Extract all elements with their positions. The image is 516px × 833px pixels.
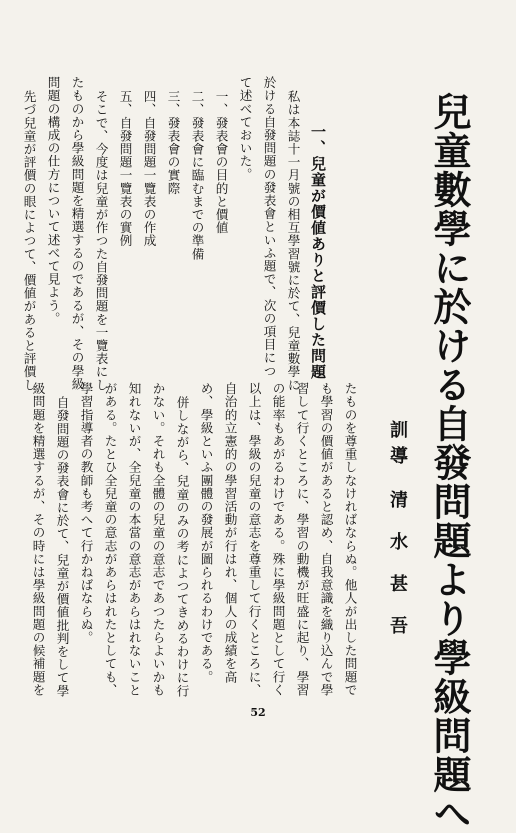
intro-line: 於ける自發問題の發表會といふ題で、次の項目につ <box>261 76 277 378</box>
body-line: も學習の價値があると認め、自我意識を織り込んで學 <box>318 382 334 697</box>
intro-line: て述べておいた。 <box>237 76 253 181</box>
page-number: 52 <box>250 706 266 719</box>
body-line: たものから學級問題を精選するのであるが、その學級 <box>69 76 85 391</box>
outline-item: 四、自發問題一覽表の作成 <box>141 90 157 248</box>
outline-item: 五、自發問題一覽表の實例 <box>117 90 133 248</box>
body-line: そこで、今度は兒童が作つた自發問題を一覽表にし <box>93 90 109 392</box>
body-line: かない。それも全體の兒童の意志であつたらよいかも <box>150 382 166 697</box>
body-line: 自治的立憲的の學習活動が行はれ、個人の成績を高 <box>222 382 238 684</box>
body-line: 學習指導者の教師も考へて行かねばならぬ。 <box>78 382 94 644</box>
body-line: 自發問題の發表會に於て、兒童が價値批判をして學 <box>54 396 70 698</box>
body-line: たものを尊重しなければならぬ。他人が出した問題で <box>342 382 358 697</box>
author-role: 訓導 <box>387 420 408 472</box>
body-line: 習して行くところに、學習の動機が旺盛に起り、學習 <box>294 382 310 697</box>
intro-line: 私は本誌十一月號の相互學習號に於て、兒童數學に <box>285 90 301 392</box>
body-line: の能率もあがるわけである。殊に學級問題として行く <box>270 382 286 697</box>
author-name: 清水甚吾 <box>387 490 408 658</box>
body-line: め、學級といふ團體の發展が圖られるわけである。 <box>198 382 214 684</box>
outline-item: 一、發表會の目的と價値 <box>213 90 229 235</box>
body-line: がある。たとひ全兒童の意志があらはれたとしても、 <box>102 382 118 697</box>
section-heading: 一、兒童が價値ありと評價した問題 <box>309 124 327 380</box>
body-line: 問題の構成の仕方について述べて見よう。 <box>45 76 61 325</box>
body-line: 併しながら、兒童のみの考によつてきめるわけに行 <box>174 396 190 698</box>
body-line: 先づ兒童が評價の眼によつて、價値があると評價し <box>21 90 37 392</box>
body-line: 級問題を精選するが、その時には學級問題の候補題を <box>30 382 46 697</box>
article-title: 兒童數學に於ける自發問題より學級問題へ <box>427 92 472 833</box>
body-line: 以上は、學級の兒童の意志を尊重して行くところに、 <box>246 382 262 697</box>
outline-item: 三、發表會の實際 <box>165 90 181 195</box>
outline-item: 二、發表會に臨むまでの準備 <box>189 90 205 261</box>
body-line: 知れないが、全兒童の本當の意志があらはれないこと <box>126 382 142 697</box>
